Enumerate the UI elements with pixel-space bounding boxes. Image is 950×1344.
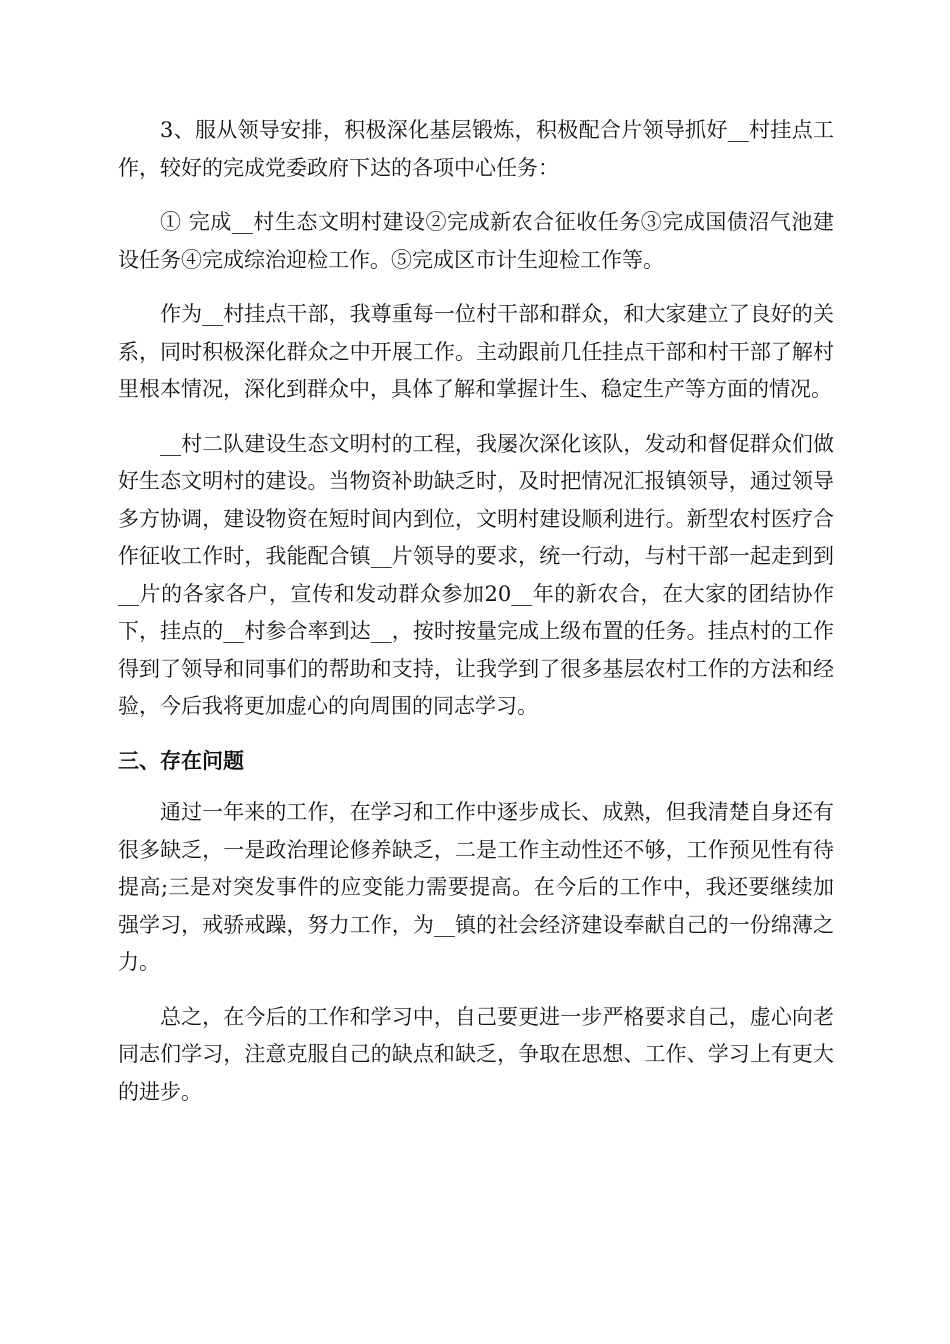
paragraph-village-cadre: 作为__村挂点干部，我尊重每一位村干部和群众，和大家建立了良好的关系，同时积极深化群众之中开展工作。主动跟前几任挂点干部和村干部了解村里根本情况，深化到群众中，具体了解和掌握计生、稳定生产等方面的情况。 — [118, 302, 834, 401]
paragraph-eco-village: __村二队建设生态文明村的工程，我屡次深化该队，发动和督促群众们做好生态文明村的建设。当物资补助缺乏时，及时把情况汇报镇领导，通过领导多方协调，建设物资在短时间内到位，文明村建设顺利进行。新型农村医疗合作征收工作时，我能配合镇__片领导的要求，统一行动，与村干部一起走到到__片的各家各户，宣传和发动群众参加20__年的新农合，在大家的团结协作下，挂点的__村参合率到达__，按时按量完成上级布置的任务。挂点村的工作得到了领导和同事们的帮助和支持，让我学到了很多基层农村工作的方法和经验，今后我将更加虚心的向周围的同志学习。 — [118, 431, 834, 718]
paragraph-task-3: 3、服从领导安排，积极深化基层锻炼，积极配合片领导抓好__村挂点工作，较好的完成党委政府下达的各项中心任务： — [118, 118, 834, 180]
paragraph-conclusion: 总之，在今后的工作和学习中，自己要更进一步严格要求自己，虚心向老同志们学习，注意克服自己的缺点和缺乏，争取在思想、工作、学习上有更大的进步。 — [118, 1004, 834, 1104]
paragraph-task-list: ① 完成__村生态文明村建设②完成新农合征收任务③完成国债沼气池建设任务④完成综治迎检工作。⑤完成区市计生迎检工作等。 — [118, 210, 834, 272]
paragraph-shortcomings: 通过一年来的工作，在学习和工作中逐步成长、成熟，但我清楚自身还有很多缺乏，一是政治理论修养缺乏，二是工作主动性还不够，工作预见性有待提高;三是对突发事件的应变能力需要提高。在今后的工作中，我还要继续加强学习，戒骄戒躁，努力工作，为__镇的社会经济建设奉献自己的一份绵薄之力。 — [118, 800, 834, 974]
document-body — [118, 112, 834, 1128]
section-heading-problems: 三、存在问题 — [118, 748, 244, 773]
